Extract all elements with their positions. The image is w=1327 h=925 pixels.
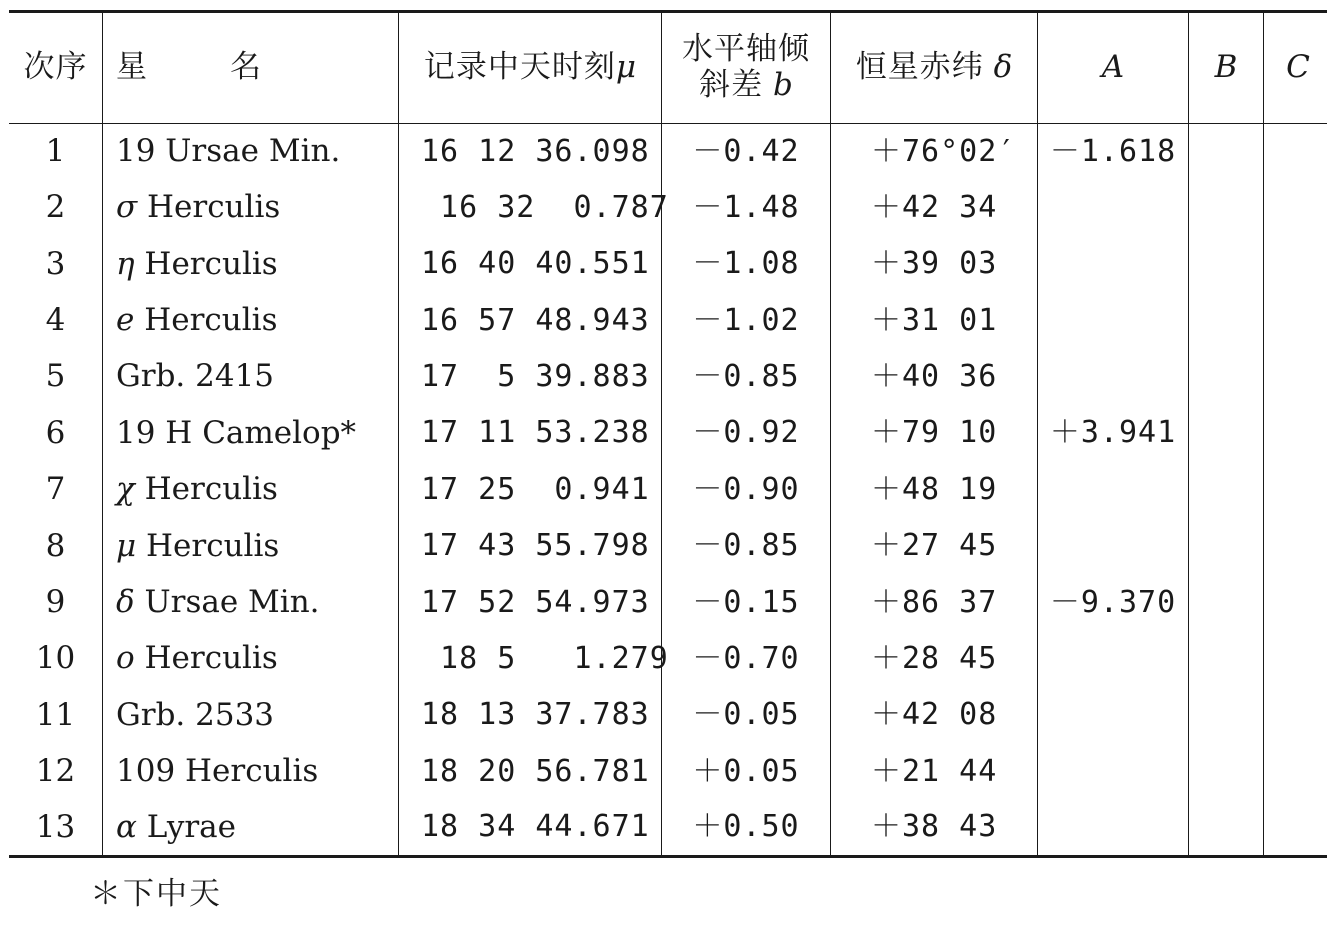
row-index: 5 (45, 358, 66, 395)
row-tilt: －0.85 (662, 349, 831, 405)
row-tilt: ＋0.50 (662, 800, 831, 856)
row-index: 2 (45, 189, 66, 226)
header-tilt-symbol: b (773, 67, 793, 103)
row-declination: ＋76°02′ (831, 124, 1038, 180)
row-transit-time: 18 34 44.671 (399, 800, 662, 856)
row-transit-time: 16 32 0.787 (399, 180, 662, 236)
row-declination: ＋40 36 (831, 349, 1038, 405)
table-row (9, 687, 1327, 743)
row-b (1189, 124, 1264, 180)
row-transit-time: 17 5 39.883 (399, 349, 662, 405)
row-b (1189, 349, 1264, 405)
table-row (9, 405, 1327, 461)
star-name-text: Herculis (134, 471, 278, 508)
star-greek-letter: o (116, 640, 135, 677)
star-name-text: Herculis (134, 640, 278, 677)
row-star-name (103, 236, 399, 292)
header-dec-symbol: δ (993, 49, 1013, 86)
row-c (1264, 631, 1327, 687)
star-name-text: Herculis (134, 302, 278, 339)
row-tilt: －0.90 (662, 462, 831, 518)
row-declination: ＋42 08 (831, 687, 1038, 743)
table-row (9, 631, 1327, 687)
row-star-name (103, 124, 399, 180)
header-time-label: 记录中天时刻 (423, 49, 616, 86)
row-c (1264, 462, 1327, 518)
row-c (1264, 744, 1327, 800)
star-name-text: Herculis (134, 245, 278, 282)
header-a (1038, 12, 1189, 124)
table-row (9, 575, 1327, 631)
row-c (1264, 349, 1327, 405)
star-name-text: 19 Ursae Min. (116, 133, 341, 170)
row-star-name (103, 800, 399, 856)
row-a (1038, 800, 1189, 856)
star-name-text: Grb. 2415 (116, 358, 275, 395)
row-b (1189, 575, 1264, 631)
header-index-label: 次序 (23, 49, 88, 86)
row-star-name (103, 293, 399, 349)
row-b (1189, 631, 1264, 687)
header-name-label: 星 名 (116, 49, 262, 86)
row-declination: ＋21 44 (831, 744, 1038, 800)
star-greek-letter: η (116, 245, 135, 282)
row-index: 6 (45, 414, 66, 451)
row-transit-time: 17 11 53.238 (399, 405, 662, 461)
star-transit-table (9, 10, 1327, 858)
row-c (1264, 575, 1327, 631)
row-tilt: －0.05 (662, 687, 831, 743)
header-name (103, 12, 399, 124)
row-a (1038, 293, 1189, 349)
row-a (1038, 180, 1189, 236)
row-declination: ＋31 01 (831, 293, 1038, 349)
row-star-name (103, 687, 399, 743)
header-dec-label: 恒星赤纬 (855, 49, 984, 86)
row-c (1264, 180, 1327, 236)
header-tilt-line1: 水平轴倾 (682, 31, 810, 68)
header-time-symbol: μ (615, 49, 637, 86)
row-c (1264, 405, 1327, 461)
row-declination: ＋28 45 (831, 631, 1038, 687)
table-header-row (9, 12, 1327, 124)
star-name-text: Ursae Min. (134, 584, 320, 620)
row-declination: ＋86 37 (831, 575, 1038, 631)
row-index: 1 (45, 133, 66, 170)
row-declination: ＋79 10 (831, 405, 1038, 461)
star-greek-letter: σ (116, 189, 138, 226)
row-declination: ＋38 43 (831, 800, 1038, 856)
row-tilt: ＋0.05 (662, 744, 831, 800)
row-c (1264, 124, 1327, 180)
row-b (1189, 180, 1264, 236)
row-index: 8 (45, 527, 66, 564)
header-c-label: C (1286, 49, 1310, 86)
row-a (1038, 744, 1189, 800)
header-index (9, 12, 103, 124)
star-name-text: Herculis (137, 189, 281, 226)
star-greek-letter: χ (116, 471, 135, 508)
star-name-text: 19 H Camelop* (116, 414, 357, 451)
row-star-name (103, 518, 399, 574)
row-b (1189, 405, 1264, 461)
row-index: 12 (35, 753, 76, 790)
row-transit-time: 18 20 56.781 (399, 744, 662, 800)
row-transit-time: 16 12 36.098 (399, 124, 662, 180)
row-index: 4 (45, 302, 66, 339)
star-transit-table-container (9, 10, 1319, 858)
row-a (1038, 687, 1189, 743)
header-c (1264, 12, 1327, 124)
row-tilt: －0.85 (662, 518, 831, 574)
header-a-label: A (1101, 49, 1125, 86)
row-star-name (103, 180, 399, 236)
row-a (1038, 518, 1189, 574)
row-star-name (103, 744, 399, 800)
header-dec (831, 12, 1038, 124)
row-c (1264, 800, 1327, 856)
table-row (9, 744, 1327, 800)
header-tilt-line2: 斜差 (699, 67, 764, 103)
row-c (1264, 236, 1327, 292)
footnote: ＊下中天 (90, 876, 222, 912)
row-b (1189, 800, 1264, 856)
row-star-name (103, 631, 399, 687)
row-a (1038, 236, 1189, 292)
star-greek-letter: δ (116, 584, 135, 620)
star-name-text: Lyrae (136, 808, 236, 845)
row-index: 13 (9, 800, 103, 856)
star-greek-letter: α (116, 808, 137, 845)
table-body (9, 124, 1327, 857)
row-star-name (103, 575, 399, 631)
table-row (9, 462, 1327, 518)
row-transit-time: 17 52 54.973 (399, 575, 662, 631)
row-b (1189, 236, 1264, 292)
header-b-label: B (1214, 49, 1238, 86)
row-a (1038, 462, 1189, 518)
row-tilt: －0.92 (662, 405, 831, 461)
header-tilt (662, 12, 831, 124)
row-index: 10 (35, 640, 76, 677)
row-transit-time: 17 43 55.798 (399, 518, 662, 574)
row-tilt: －1.02 (662, 293, 831, 349)
row-b (1189, 687, 1264, 743)
row-tilt: －0.42 (662, 124, 831, 180)
row-transit-time: 18 5 1.279 (399, 631, 662, 687)
row-tilt: －1.48 (662, 180, 831, 236)
row-tilt: －0.70 (662, 631, 831, 687)
row-index: 9 (45, 584, 66, 620)
row-index: 7 (45, 471, 66, 508)
row-index: 3 (45, 245, 66, 282)
row-b (1189, 293, 1264, 349)
table-row (9, 124, 1327, 180)
row-star-name (103, 462, 399, 518)
row-c (1264, 687, 1327, 743)
table-row (9, 293, 1327, 349)
table-row (9, 236, 1327, 292)
star-name-text: 109 Herculis (116, 753, 319, 790)
star-greek-letter: e (116, 302, 135, 339)
row-c (1264, 518, 1327, 574)
table-row (9, 800, 1327, 856)
star-name-text: Herculis (136, 527, 280, 564)
row-transit-time: 16 57 48.943 (399, 293, 662, 349)
row-a: ＋3.941 (1038, 405, 1189, 461)
table-row (9, 349, 1327, 405)
row-transit-time: 18 13 37.783 (399, 687, 662, 743)
row-tilt: －0.15 (662, 575, 831, 631)
row-transit-time: 17 25 0.941 (399, 462, 662, 518)
row-star-name (103, 349, 399, 405)
row-b (1189, 744, 1264, 800)
row-declination: ＋42 34 (831, 180, 1038, 236)
header-time (399, 12, 662, 124)
table-row (9, 180, 1327, 236)
row-transit-time: 16 40 40.551 (399, 236, 662, 292)
row-star-name (103, 405, 399, 461)
row-a: －9.370 (1038, 575, 1189, 631)
star-greek-letter: μ (116, 527, 137, 564)
header-b (1189, 12, 1264, 124)
row-declination: ＋27 45 (831, 518, 1038, 574)
row-a (1038, 349, 1189, 405)
table-row (9, 518, 1327, 574)
row-b (1189, 462, 1264, 518)
row-tilt: －1.08 (662, 236, 831, 292)
row-b (1189, 518, 1264, 574)
row-c (1264, 293, 1327, 349)
row-a: －1.618 (1038, 124, 1189, 180)
star-name-text: Grb. 2533 (116, 696, 275, 733)
row-declination: ＋48 19 (831, 462, 1038, 518)
row-a (1038, 631, 1189, 687)
row-declination: ＋39 03 (831, 236, 1038, 292)
row-index: 11 (35, 696, 76, 733)
